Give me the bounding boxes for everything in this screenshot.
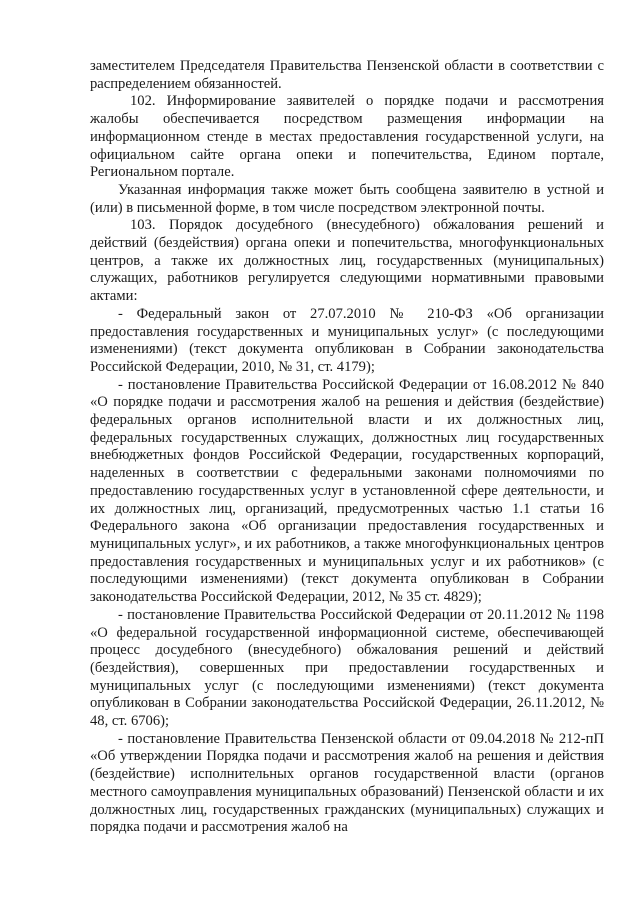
list-item-resolution-840: - постановление Правительства Российской Федерации от 16.08.2012 № 840 «О порядке подачи и рассмотрения жалоб на решения и действия (бездействие) федеральных органов исполнительной власти и их должностных лиц, федеральных государственных служащих, должностных лиц государственных внебюджетных фондов Российской Федерации, государственных корпораций, наделенных в соответствии с федеральными законами полномочиями по предоставлению государственных услуг в установленной сфере деятельности, и их должностных лиц, организаций, предусмотренных частью 1.1 статьи 16 Федерального закона «Об организации предоставления государственных и муниципальных услуг», и их работников, а также многофункциональных центров предоставления государственных и муниципальных услуг и их работников» (с последующими изменениями) (текст документа опубликован в Собрании законодательства Российской Федерации, 2012, № 35 ст. 4829); — [90, 376, 604, 606]
list-item-federal-law-210: - Федеральный закон от 27.07.2010 № 210-ФЗ «Об организации предоставления государственных и муниципальных услуг» (с последующими изменениями) (текст документа опубликован в Собрании законодательства Российской Федерации, 2010, № 31, ст. 4179); — [90, 305, 604, 375]
list-item-resolution-1198: - постановление Правительства Российской Федерации от 20.11.2012 № 1198 «О федеральной государственной информационной системе, обеспечивающей процесс досудебного (внесудебного) обжалования решений и действий (бездействия), совершенных при предоставлении государственных и муниципальных услуг (с последующими изменениями) (текст документа опубликован в Собрании законодательства Российской Федерации, 26.11.2012, № 48, ст. 6706); — [90, 606, 604, 730]
list-item-resolution-212pp: - постановление Правительства Пензенской области от 09.04.2018 № 212-пП «Об утверждении Порядка подачи и рассмотрения жалоб на решения и действия (бездействие) исполнительных органов государственной власти (органов местного самоуправления муниципальных образований) Пензенской области и их должностных лиц, государственных гражданских (муниципальных) служащих и порядка подачи и рассмотрения жалоб на — [90, 730, 604, 836]
paragraph-103: 103. Порядок досудебного (внесудебного) обжалования решений и действий (бездействия) органа опеки и попечительства, многофункциональных центров, а также их должностных лиц, государственных (муниципальных) служащих, работников регулируется следующими нормативными правовыми актами: — [90, 217, 604, 305]
document-page — [90, 58, 604, 837]
paragraph-info-channels: Указанная информация также может быть сообщена заявителю в устной и (или) в письменной форме, в том числе посредством электронной почты. — [90, 181, 604, 216]
paragraph-continuation: заместителем Председателя Правительства Пензенской области в соответствии с распределением обязанностей. — [90, 58, 604, 92]
paragraph-102: 102. Информирование заявителей о порядке подачи и рассмотрения жалобы обеспечивается посредством размещения информации на информационном стенде в местах предоставления государственной услуги, на официальном сайте органа опеки и попечительства, Едином портале, Региональном портале. — [90, 93, 604, 181]
